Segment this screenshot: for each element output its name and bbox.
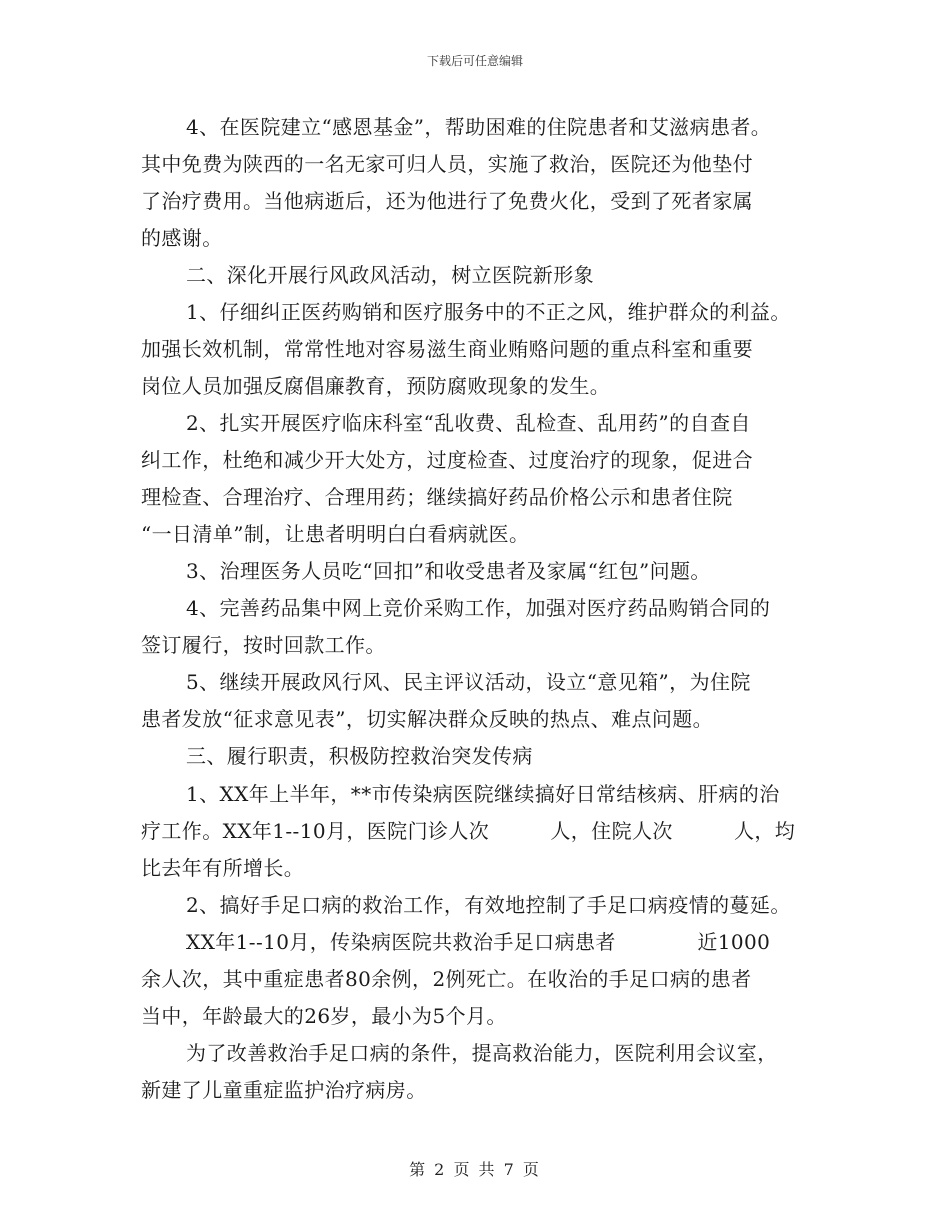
paragraph-line: 5、继续开展政风行风、民主评议活动，设立“意见箱”，为住院 bbox=[186, 670, 751, 694]
paragraph-line: 2、扎实开展医疗临床科室“乱收费、乱检查、乱用药”的自查自 bbox=[186, 411, 751, 435]
section-heading: 二、深化开展行风政风活动，树立医院新形象 bbox=[186, 263, 594, 287]
paragraph-line: 3、治理医务人员吃“回扣”和收受患者及家属“红包”问题。 bbox=[186, 559, 711, 583]
paragraph-line: “一日清单”制，让患者明明白白看病就医。 bbox=[141, 522, 530, 546]
paragraph-line: 为了改善救治手足口病的条件，提高救治能力，医院利用会议室， bbox=[186, 1041, 778, 1065]
paragraph-line: 其中免费为陕西的一名无家可归人员，实施了救治，医院还为他垫付 bbox=[141, 152, 753, 176]
paragraph-line: 理检查、合理治疗、合理用药；继续搞好药品价格公示和患者住院 bbox=[141, 485, 733, 509]
paragraph-line: 1、仔细纠正医药购销和医疗服务中的不正之风，维护群众的利益。 bbox=[186, 300, 791, 324]
paragraph-line: 1、XX年上半年，**市传染病医院继续搞好日常结核病、肝病的治 bbox=[186, 782, 780, 806]
paragraph-line: 岗位人员加强反腐倡廉教育，预防腐败现象的发生。 bbox=[141, 374, 611, 398]
paragraph-line: 比去年有所增长。 bbox=[141, 856, 305, 880]
paragraph-line: 加强长效机制，常常性地对容易滋生商业贿赂问题的重点科室和重要 bbox=[141, 337, 753, 361]
paragraph-line: 4、完善药品集中网上竞价采购工作，加强对医疗药品购销合同的 bbox=[186, 596, 771, 620]
paragraph-line: 患者发放“征求意见表”，切实解决群众反映的热点、难点问题。 bbox=[141, 707, 714, 731]
paragraph-line: 签订履行，按时回款工作。 bbox=[141, 633, 386, 657]
paragraph-line: 的感谢。 bbox=[141, 226, 223, 250]
paragraph-line: 新建了儿童重症监护治疗病房。 bbox=[141, 1078, 427, 1102]
paragraph-line: 4、在医院建立“感恩基金”，帮助困难的住院患者和艾滋病患者。 bbox=[186, 115, 772, 139]
paragraph-line: 了治疗费用。当他病逝后，还为他进行了免费火化，受到了死者家属 bbox=[141, 189, 753, 213]
page-number-footer: 第 2 页 共 7 页 bbox=[409, 1160, 541, 1179]
paragraph-line: 疗工作。XX年1--10月，医院门诊人次 人，住院人次 人，均 bbox=[141, 819, 796, 843]
paragraph-line: 当中，年龄最大的26岁，最小为5个月。 bbox=[141, 1004, 507, 1028]
paragraph-line: 2、搞好手足口病的救治工作，有效地控制了手足口病疫情的蔓延。 bbox=[186, 893, 791, 917]
paragraph-line: 纠工作，杜绝和减少开大处方，过度检查、过度治疗的现象，促进合 bbox=[141, 448, 753, 472]
paragraph-line: 余人次，其中重症患者80余例，2例死亡。在收治的手足口病的患者 bbox=[141, 967, 752, 991]
page-header: 下载后可任意编辑 bbox=[426, 54, 523, 68]
paragraph-line: XX年1--10月，传染病医院共救治手足口病患者 近1000 bbox=[186, 930, 771, 954]
section-heading: 三、履行职责，积极防控救治突发传病 bbox=[186, 744, 533, 768]
